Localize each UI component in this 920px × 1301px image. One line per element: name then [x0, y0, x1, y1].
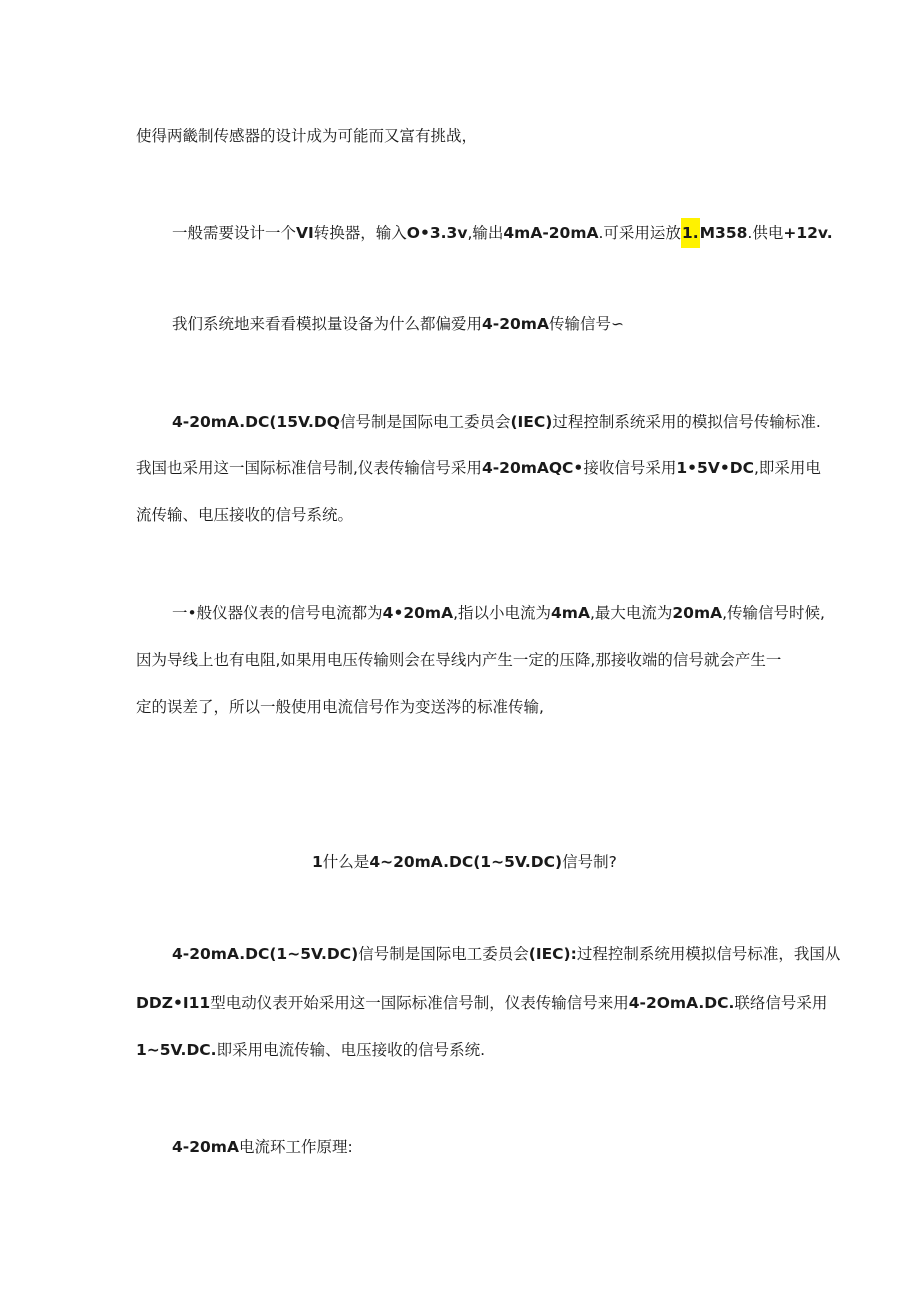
paragraph-4-line-2: [136, 458, 821, 478]
text: 过程控制系统采用的模拟信号传输标准.: [552, 413, 821, 431]
text: 什么是: [322, 853, 370, 871]
paragraph-6-line-3: [136, 1040, 485, 1060]
text: 我国也采用这一国际标准信号制,仪表传输信号采用: [136, 459, 482, 477]
text: +12v.: [783, 224, 833, 242]
section-heading: [312, 852, 617, 872]
text: 4~20mA.DC(1~5V.DC): [369, 853, 563, 871]
paragraph-3: [172, 314, 624, 334]
text: 传输信号∽: [548, 315, 624, 333]
text: 信号制?: [562, 853, 617, 871]
paragraph-1: [136, 126, 477, 146]
text: DDZ•I11: [136, 994, 211, 1012]
text: 1~5V.DC.: [136, 1041, 217, 1059]
text: 4-20mA: [172, 1138, 239, 1156]
text: 20mA: [672, 604, 723, 622]
text: 4-20mA: [482, 315, 549, 333]
text: (IEC):: [528, 945, 577, 963]
text: ,输出: [467, 224, 504, 242]
paragraph-6-line-2: [136, 993, 827, 1013]
text: 接收信号采用: [583, 459, 677, 477]
text: M358: [699, 224, 748, 242]
text: 4-20mA.DC(1~5V.DC): [172, 945, 359, 963]
paragraph-6-line-1: [172, 944, 840, 964]
text: 型电动仪表开始采用这一国际标准信号制，仪表传输信号来用: [210, 994, 629, 1012]
text: 联络信号采用: [734, 994, 828, 1012]
text: ,传输信号时候,: [722, 604, 825, 622]
paragraph-5-line-3: [136, 697, 544, 717]
paragraph-5-line-1: [172, 603, 825, 623]
text: 我们系统地来看看模拟量设备为什么都偏爱用: [172, 315, 483, 333]
text: 使得两畿制传感器的设计成为可能而又富有挑战，: [136, 127, 478, 145]
text: ,最大电流为: [589, 604, 673, 622]
paragraph-5-line-2: [136, 650, 781, 670]
highlighted-text: 1.: [681, 218, 700, 248]
paragraph-4-line-3: [136, 505, 353, 525]
text: 4•20mA: [382, 604, 454, 622]
text: 4-20mA.DC(15V.DQ: [172, 413, 340, 431]
text: 1•5V•DC: [676, 459, 754, 477]
text: VI: [296, 224, 314, 242]
text: 流传输、电压接收的信号系统。: [136, 506, 354, 524]
text: 信号制是国际电工委员会: [339, 413, 511, 431]
text: 4-20mAQC•: [481, 459, 584, 477]
text: 电流环工作原理:: [238, 1138, 353, 1156]
paragraph-4-line-1: [172, 412, 821, 432]
text: .可采用运放: [598, 224, 681, 242]
text: 因为导线上也有电阻,如果用电压传输则会在导线内产生一定的压降,那接收端的信号就会产生一: [136, 651, 782, 669]
text: 1: [312, 853, 323, 871]
text: 一般需要设计一个: [172, 224, 297, 242]
text: 过程控制系统用模拟信号标准，我国从: [576, 945, 841, 963]
text: 4mA: [551, 604, 590, 622]
text: (IEC): [510, 413, 553, 431]
text: 信号制是国际电工委员会: [358, 945, 529, 963]
text: O•3.3v: [406, 224, 468, 242]
paragraph-2: [172, 218, 833, 248]
text: 即采用电流传输、电压接收的信号系统.: [216, 1041, 486, 1059]
text: ,即采用电: [753, 459, 821, 477]
text: 定的误差了，所以一般使用电流信号作为变送涔的标准传输,: [136, 698, 544, 716]
text: 4-2OmA.DC.: [628, 994, 735, 1012]
text: .供电: [747, 224, 784, 242]
text: 4mA-20mA: [503, 224, 599, 242]
text: 转换器，输入: [313, 224, 407, 242]
paragraph-7: [172, 1137, 353, 1157]
text: ,指以小电流为: [453, 604, 552, 622]
text: 一•般仪器仪表的信号电流都为: [172, 604, 383, 622]
